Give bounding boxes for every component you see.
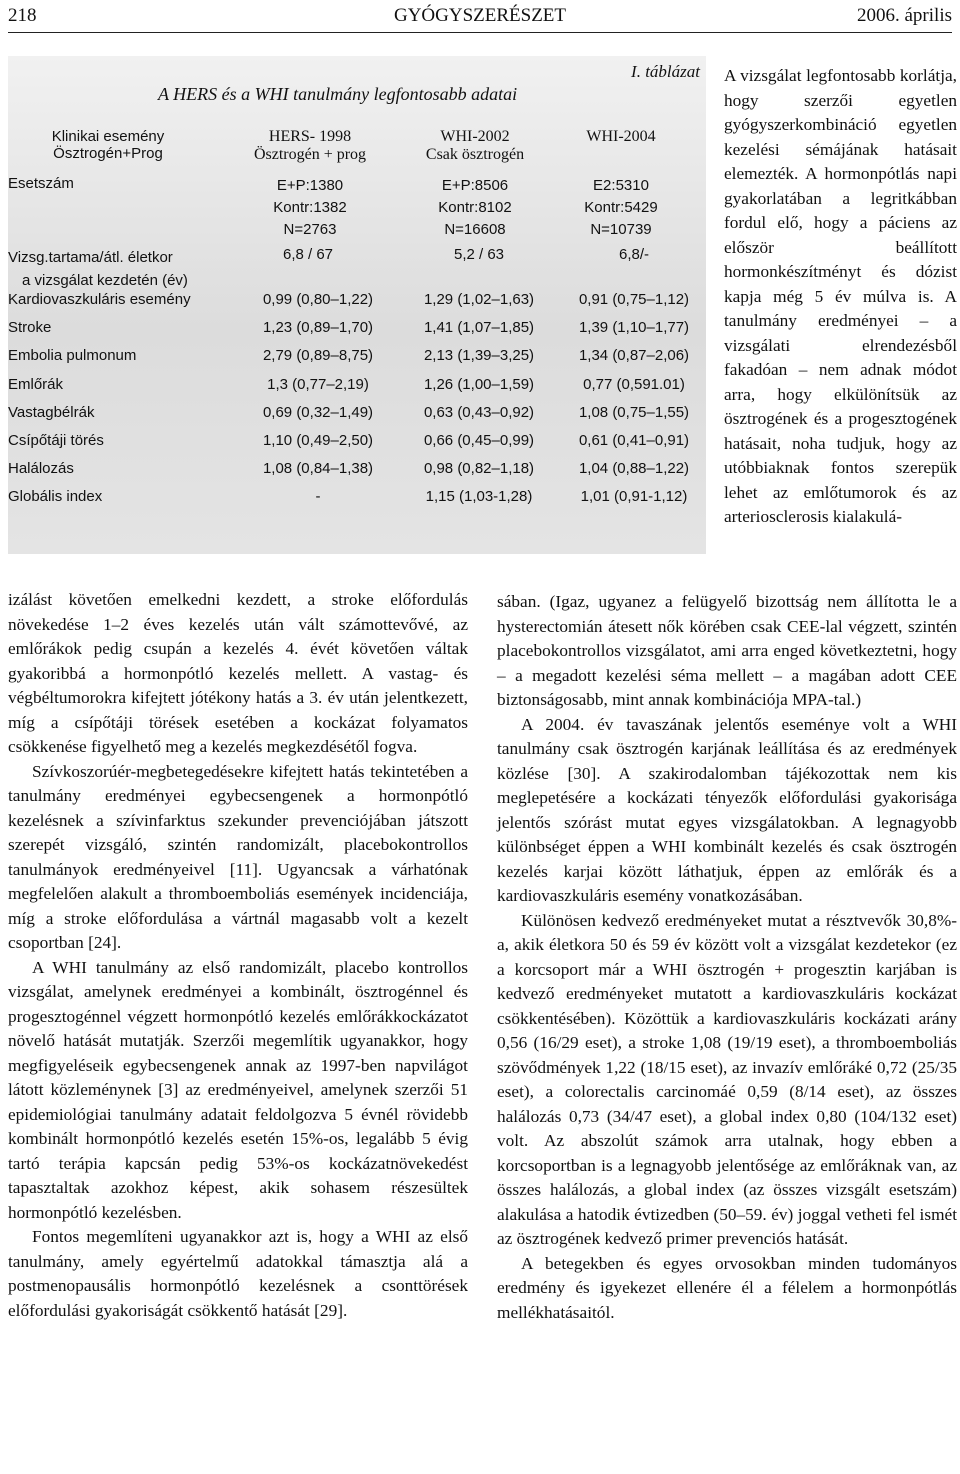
table-cell: 1,01 (0,91-1,12) bbox=[580, 488, 688, 506]
table-cell: 0,66 (0,45–0,99) bbox=[423, 432, 535, 449]
table-cell: 0,91 (0,75–1,12) bbox=[578, 291, 690, 308]
table-row-label: Stroke bbox=[8, 319, 52, 337]
issue-date: 2006. április bbox=[857, 5, 952, 26]
table-cell: 2,79 (0,89–8,75) bbox=[262, 347, 374, 365]
table-row-label: Csípőtáji törés bbox=[8, 432, 104, 449]
table-head-event: Klinikai esemény Ösztrogén+Prog bbox=[51, 128, 165, 162]
table-row-label: Kardiovaszkuláris esemény bbox=[8, 291, 191, 308]
paragraph: Szívkoszorúér-megbetegedésekre kifejtett hatás tekintetében a tanulmány eredményei egybecsengenek a hormonpótló kezelésnek a szívinfarktus szekunder prevenciójában játszott szerepét vizsgáló, szintén randomizált, placebokontrollos tanulmányok eredményeivel [11]. Ugyancsak a várhatónak megfelelően alakult a thromboemboliás események incidenciája, míg a stroke előfordulása a vártnál magasabb volt a kezelt csoportban [24]. bbox=[8, 761, 468, 952]
paragraph: A betegekben és egyes orvosokban minden tudományos eredmény és igyekezet ellenére él a félelem a hormonpótlás mellékhatásaitól. bbox=[497, 1253, 957, 1322]
table-head-whi2002: WHI-2002 Csak ösztrogén bbox=[425, 128, 525, 163]
table-cell: 0,63 (0,43–0,92) bbox=[423, 403, 535, 421]
table-cell: 1,10 (0,49–2,50) bbox=[262, 432, 374, 449]
page-header bbox=[8, 0, 952, 33]
table-label: I. táblázat bbox=[631, 62, 700, 81]
text-column-right bbox=[497, 590, 957, 1325]
table-cell: 1,23 (0,89–1,70) bbox=[262, 319, 374, 337]
text-column-left bbox=[8, 588, 468, 1323]
table-cell: 1,34 (0,87–2,06) bbox=[578, 347, 690, 365]
paragraph: A WHI tanulmány az első randomizált, placebo kontrollos vizsgálat, amelynek eredményei a kombinált, ösztrogénnel és progesztogénnel végzett hormonpótló kezelés emlőrákkockázatot növelő hatását mutatják. Szerzői megemlítik ugyanakkor, hogy megfigyeléseik egybecsengenek annak az 1997-ben napvilágot látott közleménynek [3] az eredményeivel, amelynek szerzői 51 epidemiológiai tanulmány adatait feldolgozva 5 évnél rövidebb kombinált hormonpótló kezelés esetén 15%-os, legalább 5 évig tartó terápia kapcsán pedig 53%-os kockázatnövekedést tapasztaltak azokhoz képest, akik sohasem részesültek hormonpótló kezelésben. bbox=[8, 957, 468, 1222]
table-cell: - bbox=[315, 488, 321, 506]
table-cell: 1,08 (0,75–1,55) bbox=[578, 403, 690, 421]
table-cell: 0,77 (0,591.01) bbox=[583, 375, 685, 393]
table-row-label: Embolia pulmonum bbox=[8, 347, 137, 365]
table-head-whi2004: WHI-2004 bbox=[586, 128, 656, 145]
vizsg-whi2002: 5,2 / 63 bbox=[453, 246, 505, 263]
table-cell: 0,69 (0,32–1,49) bbox=[262, 403, 374, 421]
table-cell: 1,41 (1,07–1,85) bbox=[423, 319, 535, 337]
table-cell: 0,99 (0,80–1,22) bbox=[262, 291, 374, 308]
table-row-label: Halálozás bbox=[8, 460, 74, 478]
table-cell: 1,08 (0,84–1,38) bbox=[262, 460, 374, 478]
paragraph: izálást követően emelkedni kezdett, a stroke előfordulás növekedése 1–2 éves kezelés után vált számottevővé, az emlőrákok pedig csupán a kezelés 4. évét követően váltak gyakoribbá a hormonpótló kezelés mellett. A vastag- és végbéltumorokra kifejtett jótékony hatás a 3. év után jelentkezett, míg a csípőtáji törések esetében a kockázat folyamatos csökkenése figyelhető meg a kezelés megkezdésétől fogva. bbox=[8, 590, 468, 756]
esetszam-whi2002: E+P:8506 Kontr:8102 N=16608 bbox=[438, 177, 512, 238]
table-row-label: Emlőrák bbox=[8, 375, 64, 393]
table-cell: 1,29 (1,02–1,63) bbox=[423, 291, 535, 308]
table-cell: 1,39 (1,10–1,77) bbox=[578, 319, 690, 337]
table-cell: 1,04 (0,88–1,22) bbox=[578, 460, 690, 478]
table-row-label: Vastagbélrák bbox=[8, 403, 95, 421]
table-row-label: Globális index bbox=[8, 488, 103, 506]
table-cell: 1,26 (1,00–1,59) bbox=[423, 375, 535, 393]
table-cell: 0,98 (0,82–1,18) bbox=[423, 460, 535, 478]
table-cell: 1,15 (1,03-1,28) bbox=[425, 488, 533, 506]
table-cell: 2,13 (1,39–3,25) bbox=[423, 347, 535, 365]
table-cell: 0,61 (0,41–0,91) bbox=[578, 432, 690, 449]
row-label-vizsg: Vizsg.tartama/átl. életkor a vizsgálat kezdetén (év) bbox=[8, 249, 188, 289]
table-head-hers: HERS- 1998 Ösztrogén + prog bbox=[253, 128, 367, 163]
paragraph: Különösen kedvező eredményeket mutat a résztvevők 30,8%-a, akik életkora 50 és 59 év között volt a vizsgálat kezdetekor (ez a korcsoport már a WHI ösztrogén + progesztin karjában is kedvező eredményeket mutatott a kardiovaszkuláris kockázat csökkentésében). Közöttük a kardiovaszkuláris kockázati arány 0,56 (16/29 eset), a stroke 1,08 (19/19 eset), a thromboemboliás szövődmények 1,22 (18/15 eset), az invazív emlőráké 0,72 (25/35 eset), a colorectalis carcinomáé 0,59 (8/14 eset), az összes halálozás 0,73 (34/47 eset), a global index 0,80 (104/132 eset) volt. Az abszolút számok arra utalnak, hogy ebben a korcsoportban is a legnagyobb jelentősége az emlőráknak van, az összes halálozás, a global index (az összes vizsgált esetszám) alakulása a hatodik évtizedben (50–59. év) joggal vetheti fel ismét az ösztrogének kedvező primer prevenciós hatását. bbox=[497, 910, 957, 1248]
text-top-right bbox=[724, 64, 957, 530]
data-table bbox=[8, 56, 706, 554]
paragraph: sában. (Igaz, ugyanez a felügyelő bizottság nem állította le a hysterectomián átesett nők körében csak CEE-lal végzett, szintén placebokontrollos vizsgálatot, ami arra enged következtetni, hogy – a megadott kezelési séma mellett – a magában adott CEE biztonságosabb, mint annak kombinációja MPA-tal.) bbox=[497, 592, 957, 709]
table-cell: 1,3 (0,77–2,19) bbox=[267, 375, 369, 393]
table-title: A HERS és a WHI tanulmány legfontosabb adatai bbox=[158, 84, 518, 104]
journal-title: GYÓGYSZERÉSZET bbox=[393, 5, 567, 26]
paragraph: A vizsgálat legfontosabb korlátja, hogy szerzői egyetlen gyógyszerkombináció egyetlen kezelési sémájának hatásait elemezték. A hormonpótlás napi gyakorlatában a legritkábban fordul elő, hogy a páciens az először beállított hormonkészítményt és dózist kapja még 5 év múlva is. A tanulmány eredményei – a vizsgálati elrendezésből fakadóan – nem adnak módot arra, hogy elkülönítsük az ösztrogének és a progesztogének hatásait, noha tudjuk, hogy az utóbbiaknak fontos szerepük lehet az emlőtumorok és az arteriosclerosis kialakulá- bbox=[724, 66, 957, 526]
esetszam-hers: E+P:1380 Kontr:1382 N=2763 bbox=[273, 177, 347, 238]
vizsg-whi2004: 6,8/- bbox=[618, 246, 650, 263]
paragraph: Fontos megemlíteni ugyanakkor azt is, hogy a WHI az első tanulmány, amely egyértelmű adatokkal támasztja alá a postmenopausális hormonpótló kezelésnek a csonttörések előfordulási gyakoriságát csökkentő hatását [29]. bbox=[8, 1227, 468, 1320]
row-label-esetszam: Esetszám bbox=[8, 175, 74, 192]
esetszam-whi2004: E2:5310 Kontr:5429 N=10739 bbox=[584, 177, 658, 238]
paragraph: A 2004. év tavaszának jelentős eseménye volt a WHI tanulmány csak ösztrogén karjának leállítása és az eredmények közlése [30]. A szakirodalomban tájékozottak nem kis meglepetésére a kockázati tényezők előfordulási gyakorisága jelentős szórást mutat egyes vizsgálatokban. A legnagyobb különbséget éppen a WHI kombinált kezelés és csak ösztrogén kezelés karjai között láthatjuk, éppen az emlőrák és a kardiovaszkuláris esemény vonatkozásában. bbox=[497, 714, 957, 905]
vizsg-hers: 6,8 / 67 bbox=[282, 246, 334, 263]
page-number: 218 bbox=[8, 5, 37, 26]
